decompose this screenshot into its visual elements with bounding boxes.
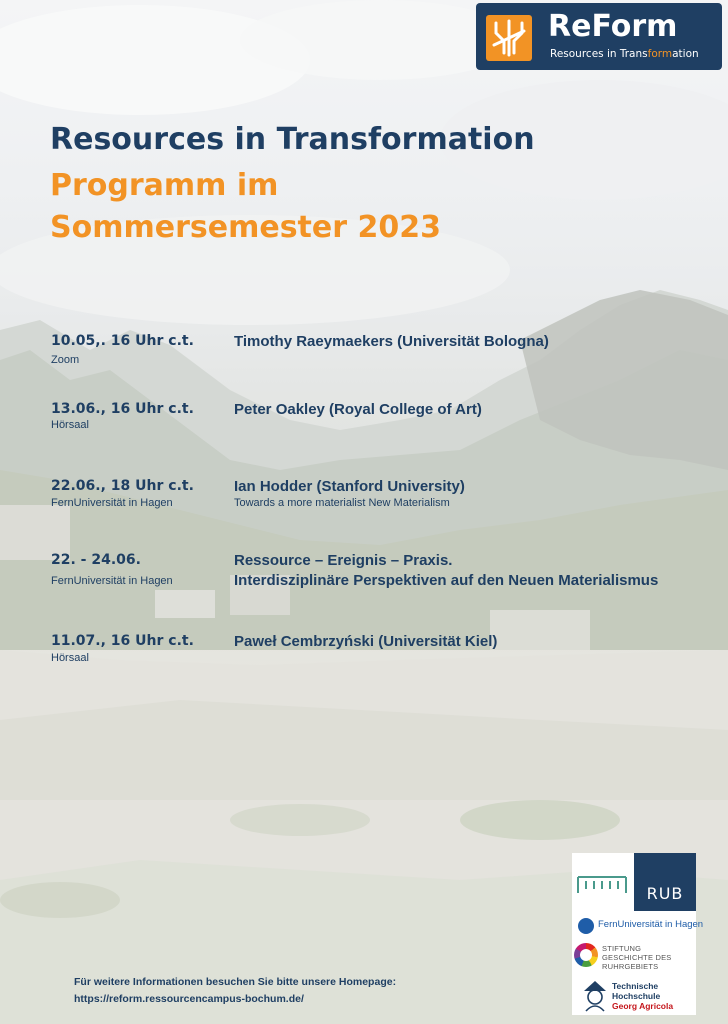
event-date: 22. - 24.06.: [51, 552, 141, 568]
fern-logo-icon: [578, 918, 594, 934]
sponsor-logos: [572, 853, 704, 1015]
program-heading-line1: Programm im: [50, 168, 279, 203]
stiftung-logo: [572, 941, 696, 973]
event-speaker: Peter Oakley (Royal College of Art): [234, 401, 482, 418]
program-heading-line2: Sommersemester 2023: [50, 210, 441, 245]
event-place: Hörsaal: [51, 419, 89, 431]
event-speaker: Timothy Raeymaekers (Universität Bologna): [234, 333, 549, 350]
page-title: Resources in Transformation: [50, 122, 535, 157]
event-item: [0, 401, 728, 461]
event-place: Zoom: [51, 354, 80, 366]
rub-logo: [634, 853, 696, 911]
th-agricola-logo: [572, 977, 696, 1015]
footer-text: Für weitere Informationen besuchen Sie bitte unsere Homepage:: [74, 976, 397, 988]
event-place: FernUniversität in Hagen: [51, 497, 173, 509]
stiftung-ring-icon: [574, 943, 598, 967]
event-item: [0, 552, 728, 612]
event-date: 10.05,. 16 Uhr c.t.: [51, 333, 194, 349]
stiftung-logo-text: STIFTUNG GESCHICHTE DES RUHRGEBIETS: [602, 944, 672, 971]
th-agricola-logo-text: Technische Hochschule Georg Agricola: [612, 981, 674, 1011]
agricola-portrait-icon: [582, 977, 608, 1013]
event-subtitle: Towards a more materialist New Materialism: [234, 497, 450, 509]
reform-logo-subtitle: Resources in Transformation: [550, 48, 699, 60]
fernuni-logo-text: FernUniversität in Hagen: [598, 919, 704, 930]
event-date: 11.07., 16 Uhr c.t.: [51, 633, 194, 649]
reform-logo-title: ReForm: [548, 9, 678, 44]
footer-info: [74, 974, 396, 1008]
event-item: [0, 633, 728, 693]
event-place: Hörsaal: [51, 652, 89, 664]
event-title-line2: Interdisziplinäre Perspektiven auf den Neuen Materialismus: [234, 572, 659, 589]
event-title-line1: Ressource – Ereignis – Praxis.: [234, 552, 453, 569]
university-building-icon: [572, 859, 632, 905]
event-place: FernUniversität in Hagen: [51, 575, 173, 587]
event-item: [0, 478, 728, 538]
fernuni-logo: [572, 915, 704, 937]
event-date: 22.06., 18 Uhr c.t.: [51, 478, 194, 494]
reform-logo-icon: [486, 15, 532, 61]
event-item: [0, 333, 728, 393]
rub-logo-text: RUB: [646, 884, 684, 903]
event-speaker: Paweł Cembrzyński (Universität Kiel): [234, 633, 498, 650]
homepage-link[interactable]: https://reform.ressourcencampus-bochum.de/: [74, 993, 304, 1005]
event-speaker: Ian Hodder (Stanford University): [234, 478, 465, 495]
reform-logo: [476, 3, 722, 70]
event-date: 13.06., 16 Uhr c.t.: [51, 401, 194, 417]
